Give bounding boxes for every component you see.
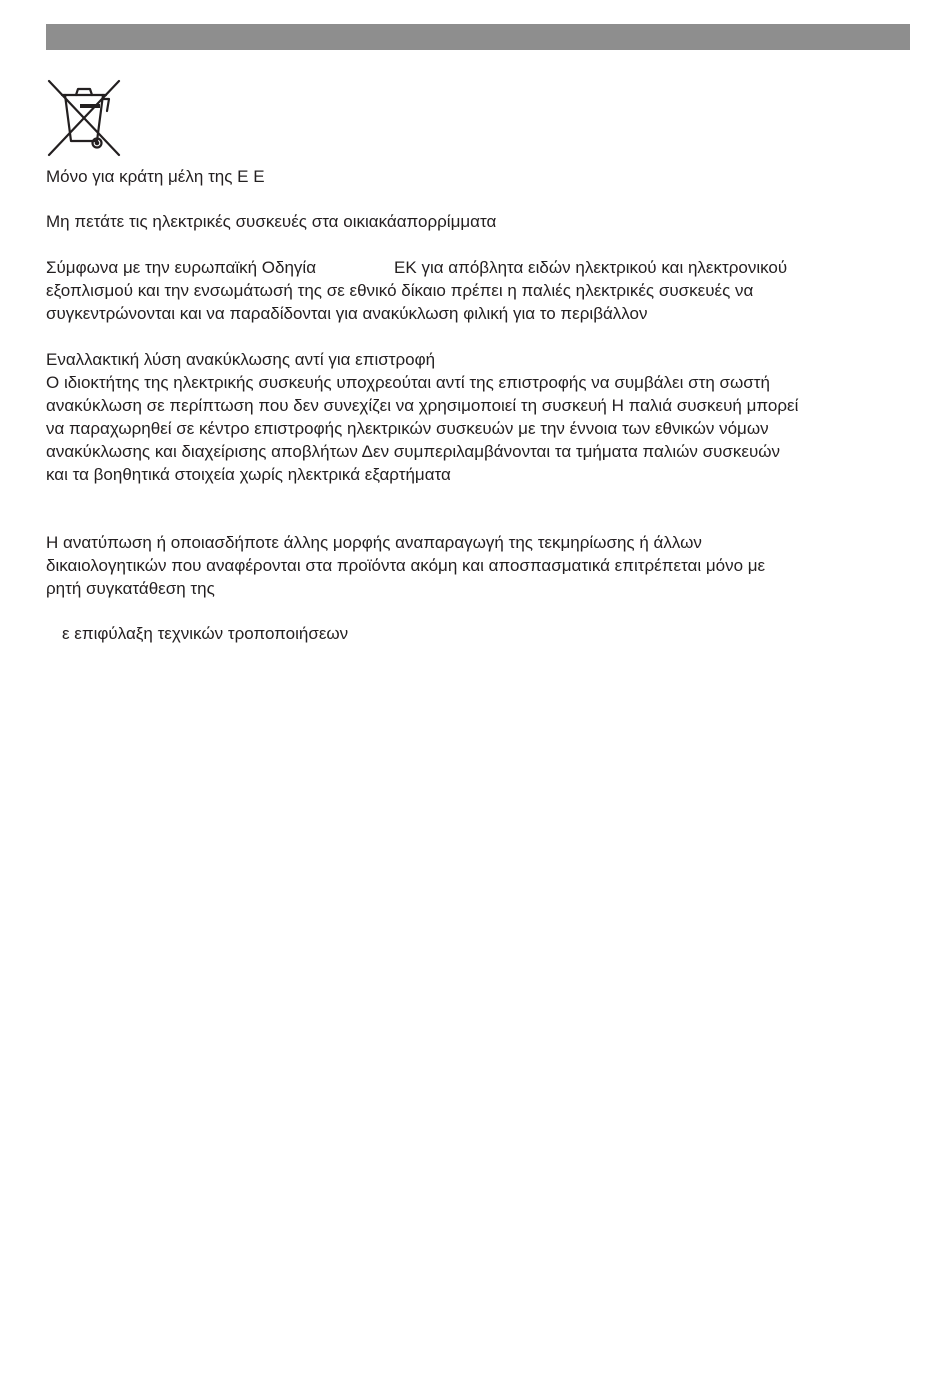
directive-line-1: Σύμφωνα με την ευρωπαϊκή Οδηγία ΕΚ για απόβλητα ειδών ηλεκτρικού και ηλεκτρονικού: [46, 258, 788, 277]
eu-only-heading: Μόνο για κράτη μέλη της Ε Ε: [46, 167, 265, 186]
reproduction-line-2: δικαιολογητικών που αναφέρονται στα προϊόντα ακόμη και αποσπασματικά επιτρέπεται μόνο με: [46, 556, 766, 575]
reproduction-line-1: Η ανατύπωση ή οποιασδήποτε άλλης μορφής αναπαραγωγή της τεκμηρίωσης ή άλλων: [46, 533, 702, 552]
crossed-out-wheelie-bin-icon: [46, 78, 124, 158]
directive-line-2: εξοπλισμού και την ενσωμάτωσή της σε εθνικό δίκαιο πρέπει η παλιές ηλεκτρικές συσκευές να: [46, 281, 754, 300]
reproduction-line-3: ρητή συγκατάθεση της: [46, 579, 215, 598]
alternative-recycling-paragraph: [46, 348, 910, 486]
header-bar: [46, 24, 910, 50]
alternative-line-2: ανακύκλωση σε περίπτωση που δεν συνεχίζει να χρησιμοποιεί τη συσκευή Η παλιά συσκευή μπορεί: [46, 396, 799, 415]
alternative-heading: Εναλλακτική λύση ανακύκλωσης αντί για επιστροφή: [46, 350, 436, 369]
technical-changes-reservation: ε επιφύλαξη τεχνικών τροποποιήσεων: [62, 624, 349, 643]
directive-line-3: συγκεντρώνονται και να παραδίδονται για ανακύκλωση φιλική για το περιβάλλον: [46, 304, 648, 323]
alternative-line-5: και τα βοηθητικά στοιχεία χωρίς ηλεκτρικά εξαρτήματα: [46, 465, 451, 484]
alternative-line-4: ανακύκλωσης και διαχείρισης αποβλήτων Δεν συμπεριλαμβάνονται τα τμήματα παλιών συσκευών: [46, 442, 781, 461]
directive-paragraph: [46, 256, 910, 325]
alternative-line-1: Ο ιδιοκτήτης της ηλεκτρικής συσκευής υποχρεούται αντί της επιστροφής να συμβάλει στη σωστή: [46, 373, 770, 392]
no-household-waste-text: Μη πετάτε τις ηλεκτρικές συσκευές στα οικιακάαπορρίμματα: [46, 212, 497, 231]
reproduction-notice: [46, 531, 910, 600]
alternative-line-3: να παραχωρηθεί σε κέντρο επιστροφής ηλεκτρικών συσκευών με την έννοια των εθνικών νόμων: [46, 419, 769, 438]
